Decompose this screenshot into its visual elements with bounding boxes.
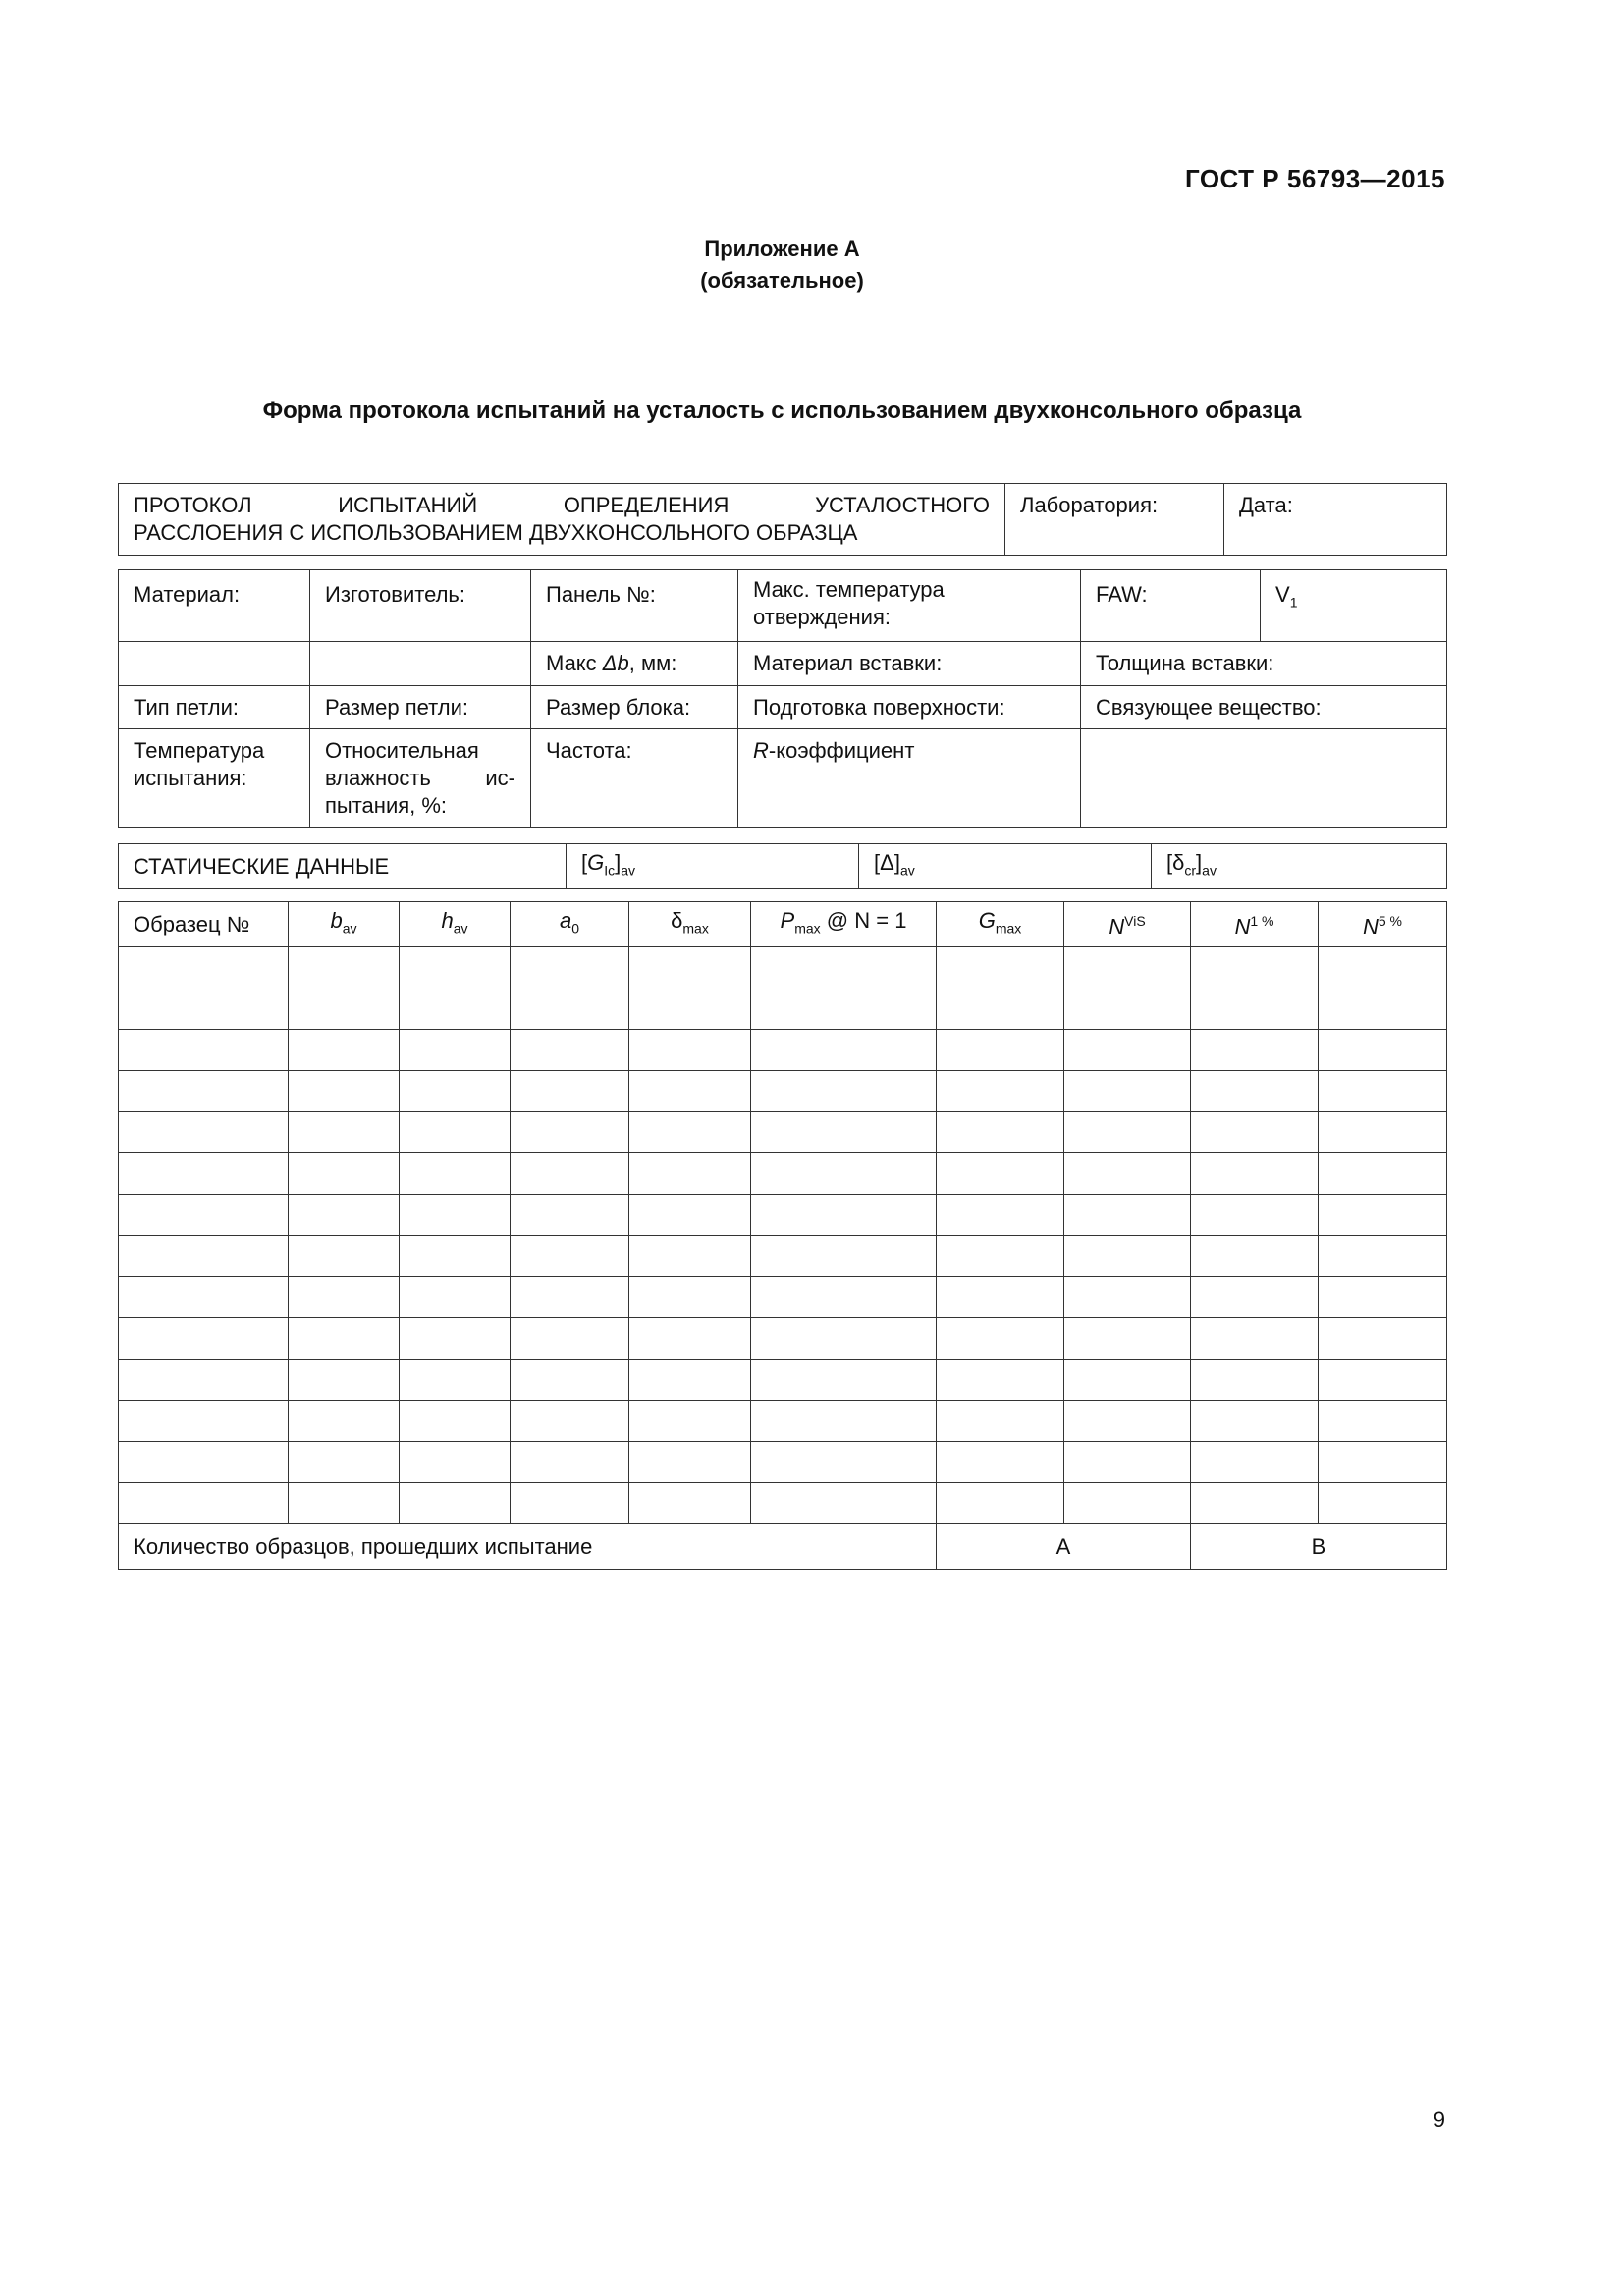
d-sub: max (682, 920, 709, 936)
h-sub: av (453, 920, 468, 936)
table-cell[interactable] (400, 988, 511, 1030)
table-cell[interactable] (751, 947, 937, 988)
col-sample-no: Образец № (119, 902, 289, 947)
table-cell[interactable] (1319, 1195, 1447, 1236)
table-cell[interactable] (289, 1071, 400, 1112)
col-h-av (400, 902, 511, 947)
table-cell[interactable] (751, 1360, 937, 1401)
table-cell[interactable] (289, 1360, 400, 1401)
table-row (119, 1195, 1447, 1236)
max-cure-temp-field[interactable]: Макс. температура отверждения: (738, 570, 1081, 642)
max-delta-b-field[interactable] (531, 642, 738, 686)
table-row (119, 1153, 1447, 1195)
table-row (119, 1318, 1447, 1360)
table-cell[interactable] (1319, 1030, 1447, 1071)
table-cell[interactable] (289, 1277, 400, 1318)
date-field[interactable]: Дата: (1224, 484, 1447, 556)
table-cell[interactable] (400, 1360, 511, 1401)
table-cell[interactable] (511, 1112, 629, 1153)
n5-sup: 5 % (1378, 913, 1402, 930)
table-cell[interactable] (511, 1236, 629, 1277)
table-cell[interactable] (119, 1442, 289, 1483)
table-row (119, 1401, 1447, 1442)
table-cell[interactable] (1191, 1071, 1319, 1112)
empty-cell[interactable] (1081, 729, 1447, 828)
table-cell[interactable] (1191, 1277, 1319, 1318)
table-cell[interactable] (1064, 1153, 1191, 1195)
table-cell[interactable] (400, 1318, 511, 1360)
table-cell[interactable] (400, 1442, 511, 1483)
p-sub: max (794, 920, 821, 936)
table-cell[interactable] (629, 1112, 751, 1153)
table-cell[interactable] (511, 947, 629, 988)
results-table (118, 901, 1447, 1570)
table-cell[interactable] (1319, 1236, 1447, 1277)
table-cell[interactable] (511, 1071, 629, 1112)
results-footer-row (119, 1524, 1447, 1570)
table-cell[interactable] (937, 1236, 1064, 1277)
table-cell[interactable] (289, 1236, 400, 1277)
hinge-type-field[interactable]: Тип петли: (119, 686, 310, 729)
table-cell[interactable] (400, 1153, 511, 1195)
table-cell[interactable] (119, 1153, 289, 1195)
table-cell[interactable] (1319, 1442, 1447, 1483)
table-cell[interactable] (937, 988, 1064, 1030)
table-cell[interactable] (1191, 1236, 1319, 1277)
table-cell[interactable] (119, 1318, 289, 1360)
table-cell[interactable] (1319, 1318, 1447, 1360)
table-cell[interactable] (1191, 1195, 1319, 1236)
nvis-variable: N (1109, 914, 1125, 939)
table-cell[interactable] (751, 1030, 937, 1071)
table-row (119, 947, 1447, 988)
max-db-prefix: Макс (546, 651, 603, 675)
v1-label: V (1275, 582, 1290, 607)
d-variable: δ (671, 907, 683, 933)
tested-count-b[interactable]: B (1191, 1524, 1447, 1570)
table-cell[interactable] (1319, 1112, 1447, 1153)
table-row (119, 1483, 1447, 1524)
table-cell[interactable] (1064, 1318, 1191, 1360)
form-title: Форма протокола испытаний на усталость с использованием двухконсольного образца (262, 398, 1302, 424)
table-cell[interactable] (1319, 1153, 1447, 1195)
empty-cell[interactable] (310, 642, 531, 686)
static-data-label: СТАТИЧЕСКИЕ ДАННЫЕ (119, 844, 567, 889)
table-cell[interactable] (511, 1401, 629, 1442)
table-cell[interactable] (751, 1483, 937, 1524)
delta-av: av (899, 862, 915, 879)
results-header-row (119, 902, 1447, 947)
table-row (119, 1112, 1447, 1153)
table-row (119, 1071, 1447, 1112)
g-max-sub: max (995, 920, 1022, 936)
table-cell[interactable] (119, 1236, 289, 1277)
tested-count-label: Количество образцов, прошедших испытание (119, 1524, 937, 1570)
table-cell[interactable] (937, 1442, 1064, 1483)
table-cell[interactable] (1064, 988, 1191, 1030)
n1-sup: 1 % (1250, 913, 1274, 930)
table-cell[interactable] (119, 947, 289, 988)
a-variable: a (559, 907, 572, 933)
b-sub: av (342, 920, 357, 936)
table-cell[interactable] (629, 1401, 751, 1442)
table-cell[interactable] (289, 1153, 400, 1195)
insert-thickness-field[interactable]: Толщина вставки: (1081, 642, 1447, 686)
table-cell[interactable] (751, 1318, 937, 1360)
table-cell[interactable] (1064, 1071, 1191, 1112)
table-cell[interactable] (119, 1360, 289, 1401)
table-cell[interactable] (751, 1236, 937, 1277)
b-variable: b (330, 907, 343, 933)
humidity-line1: Относительная влажность ис- (325, 738, 515, 790)
table-cell[interactable] (289, 1401, 400, 1442)
g-ic-av-field[interactable]: $[G_{Ic}]_{av}$ (567, 844, 859, 889)
table-cell[interactable] (1191, 1030, 1319, 1071)
g-max-variable: G (978, 907, 996, 933)
table-cell[interactable] (629, 1236, 751, 1277)
table-cell[interactable] (1319, 947, 1447, 988)
table-row (119, 1360, 1447, 1401)
table-cell[interactable] (1191, 947, 1319, 988)
table-cell[interactable] (400, 1195, 511, 1236)
v1-subscript: 1 (1289, 594, 1298, 611)
table-cell[interactable] (937, 947, 1064, 988)
table-cell[interactable] (511, 1030, 629, 1071)
g-av: av (621, 862, 636, 879)
tested-count-a[interactable]: A (937, 1524, 1191, 1570)
protocol-title (119, 484, 1005, 556)
table-cell[interactable] (400, 1236, 511, 1277)
col-a0 (511, 902, 629, 947)
table-cell[interactable] (751, 1442, 937, 1483)
humidity-line2: пытания, %: (325, 793, 448, 818)
results-body (119, 947, 1447, 1524)
material-info-table (118, 569, 1447, 828)
table-cell[interactable] (400, 1401, 511, 1442)
col-b-av (289, 902, 400, 947)
max-db-variable: Δb (602, 651, 629, 675)
table-cell[interactable] (119, 1277, 289, 1318)
table-cell[interactable] (751, 1153, 937, 1195)
p-variable: P (780, 907, 795, 933)
table-cell[interactable] (1064, 1442, 1191, 1483)
table-cell[interactable] (1064, 1112, 1191, 1153)
table-cell[interactable] (751, 1401, 937, 1442)
table-cell[interactable] (751, 988, 937, 1030)
delta-av-field[interactable]: $[\Delta]_{av}$ (859, 844, 1152, 889)
protocol-title-line2: РАССЛОЕНИЯ С ИСПОЛЬЗОВАНИЕМ ДВУХКОНСОЛЬНОГО ОБРАЗЦА (134, 520, 858, 545)
table-cell[interactable] (1064, 1277, 1191, 1318)
insert-material-field[interactable]: Материал вставки: (738, 642, 1081, 686)
col-n-5 (1319, 902, 1447, 947)
table-row (119, 1030, 1447, 1071)
block-size-field[interactable]: Размер блока: (531, 686, 738, 729)
table-cell[interactable] (1191, 1318, 1319, 1360)
table-cell[interactable] (119, 1030, 289, 1071)
table-cell[interactable] (629, 1277, 751, 1318)
table-row (119, 1442, 1447, 1483)
table-cell[interactable] (751, 1112, 937, 1153)
table-cell[interactable] (629, 1442, 751, 1483)
col-delta-max (629, 902, 751, 947)
table-cell[interactable] (400, 1277, 511, 1318)
col-p-max (751, 902, 937, 947)
table-cell[interactable] (511, 1318, 629, 1360)
laboratory-field[interactable]: Лаборатория: (1005, 484, 1224, 556)
table-cell[interactable] (629, 1483, 751, 1524)
col-g-max (937, 902, 1064, 947)
material-field[interactable]: Материал: (119, 570, 310, 642)
table-cell[interactable] (1064, 1483, 1191, 1524)
hinge-size-field[interactable]: Размер петли: (310, 686, 531, 729)
r-ratio-field[interactable] (738, 729, 1081, 828)
h-variable: h (441, 907, 454, 933)
table-cell[interactable] (629, 947, 751, 988)
col-n-vis (1064, 902, 1191, 947)
r-suffix: -коэффициент (768, 738, 915, 763)
delta-symbol: Δ (880, 849, 894, 875)
table-cell[interactable] (289, 1030, 400, 1071)
table-cell[interactable] (937, 1030, 1064, 1071)
table-cell[interactable] (629, 1360, 751, 1401)
table-cell[interactable] (1191, 1483, 1319, 1524)
table-cell[interactable] (937, 1401, 1064, 1442)
table-cell[interactable] (511, 1360, 629, 1401)
table-cell[interactable] (629, 1030, 751, 1071)
table-cell[interactable] (1191, 1442, 1319, 1483)
table-cell[interactable] (1319, 1360, 1447, 1401)
protocol-title-line1: ПРОТОКОЛ ИСПЫТАНИЙ ОПРЕДЕЛЕНИЯ УСТАЛОСТНОГО (134, 493, 990, 517)
empty-cell[interactable] (119, 642, 310, 686)
table-cell[interactable] (289, 1483, 400, 1524)
table-cell[interactable] (511, 1442, 629, 1483)
table-cell[interactable] (1191, 1401, 1319, 1442)
table-cell[interactable] (119, 988, 289, 1030)
table-cell[interactable] (1319, 1071, 1447, 1112)
g-sub: Ic (604, 862, 616, 879)
table-cell[interactable] (1191, 988, 1319, 1030)
annex-status: (обязательное) (700, 268, 864, 293)
table-cell[interactable] (1319, 1277, 1447, 1318)
panel-field[interactable]: Панель №: (531, 570, 738, 642)
col-n-1 (1191, 902, 1319, 947)
table-cell[interactable] (1191, 1112, 1319, 1153)
n1-variable: N (1234, 914, 1251, 939)
annex-title: Приложение А (704, 237, 860, 261)
table-row (119, 1236, 1447, 1277)
table-cell[interactable] (751, 1071, 937, 1112)
faw-field[interactable]: FAW: (1081, 570, 1261, 642)
table-cell[interactable] (289, 947, 400, 988)
table-cell[interactable] (119, 1195, 289, 1236)
table-cell[interactable] (1064, 1401, 1191, 1442)
table-cell[interactable] (937, 1195, 1064, 1236)
table-cell[interactable] (119, 1112, 289, 1153)
table-cell[interactable] (511, 988, 629, 1030)
table-cell[interactable] (629, 1195, 751, 1236)
table-cell[interactable] (1064, 947, 1191, 988)
table-cell[interactable] (1064, 1360, 1191, 1401)
table-cell[interactable] (1064, 1236, 1191, 1277)
table-cell[interactable] (1064, 1030, 1191, 1071)
n5-variable: N (1362, 914, 1379, 939)
table-row (119, 1277, 1447, 1318)
table-cell[interactable] (629, 988, 751, 1030)
table-cell[interactable] (1064, 1195, 1191, 1236)
r-variable: R (753, 738, 769, 763)
page-number: 9 (1433, 2108, 1445, 2132)
table-cell[interactable] (289, 1442, 400, 1483)
nvis-sup: ViS (1124, 913, 1146, 930)
a-sub: 0 (571, 920, 580, 936)
table-cell[interactable] (400, 1112, 511, 1153)
annex-heading (0, 234, 1564, 296)
table-cell[interactable] (511, 1483, 629, 1524)
table-cell[interactable] (1319, 1483, 1447, 1524)
humidity-field[interactable] (310, 729, 531, 828)
binder-field[interactable]: Связующее вещество: (1081, 686, 1447, 729)
table-cell[interactable] (937, 1112, 1064, 1153)
table-cell[interactable] (937, 1071, 1064, 1112)
g-variable: G (587, 849, 605, 875)
protocol-header-table (118, 483, 1447, 556)
table-cell[interactable] (400, 1483, 511, 1524)
table-cell[interactable] (629, 1318, 751, 1360)
manufacturer-field[interactable]: Изготовитель: (310, 570, 531, 642)
table-cell[interactable] (937, 1318, 1064, 1360)
table-cell[interactable] (289, 988, 400, 1030)
table-cell[interactable] (511, 1153, 629, 1195)
dcr-av: av (1202, 862, 1217, 879)
table-cell[interactable] (289, 1195, 400, 1236)
table-cell[interactable] (400, 947, 511, 988)
table-cell[interactable] (629, 1153, 751, 1195)
table-cell[interactable] (937, 1153, 1064, 1195)
table-cell[interactable] (1319, 988, 1447, 1030)
table-cell[interactable] (511, 1277, 629, 1318)
frequency-field[interactable]: Частота: (531, 729, 738, 828)
v1-field[interactable] (1261, 570, 1447, 642)
static-data-table (118, 843, 1447, 889)
table-cell[interactable] (937, 1277, 1064, 1318)
table-row (119, 988, 1447, 1030)
table-cell[interactable] (1191, 1153, 1319, 1195)
table-cell[interactable] (511, 1195, 629, 1236)
table-cell[interactable] (119, 1483, 289, 1524)
table-cell[interactable] (937, 1483, 1064, 1524)
document-code: ГОСТ Р 56793—2015 (1184, 164, 1445, 193)
table-cell[interactable] (400, 1071, 511, 1112)
dcr-sub: cr (1184, 862, 1197, 879)
table-cell[interactable] (400, 1030, 511, 1071)
table-cell[interactable] (119, 1401, 289, 1442)
table-cell[interactable] (289, 1112, 400, 1153)
table-cell[interactable] (119, 1071, 289, 1112)
table-cell[interactable] (937, 1360, 1064, 1401)
table-cell[interactable] (751, 1195, 937, 1236)
p-rest: @ N = 1 (820, 907, 907, 933)
table-cell[interactable] (289, 1318, 400, 1360)
table-cell[interactable] (629, 1071, 751, 1112)
table-cell[interactable] (1191, 1360, 1319, 1401)
delta-cr-av-field[interactable]: $[\delta_{cr}]_{av}$ (1152, 844, 1447, 889)
max-db-suffix: , мм: (628, 651, 677, 675)
surface-prep-field[interactable]: Подготовка поверхности: (738, 686, 1081, 729)
test-temp-field[interactable]: Температура испытания: (119, 729, 310, 828)
dcr-symbol: δ (1172, 849, 1185, 875)
table-cell[interactable] (1319, 1401, 1447, 1442)
table-cell[interactable] (751, 1277, 937, 1318)
